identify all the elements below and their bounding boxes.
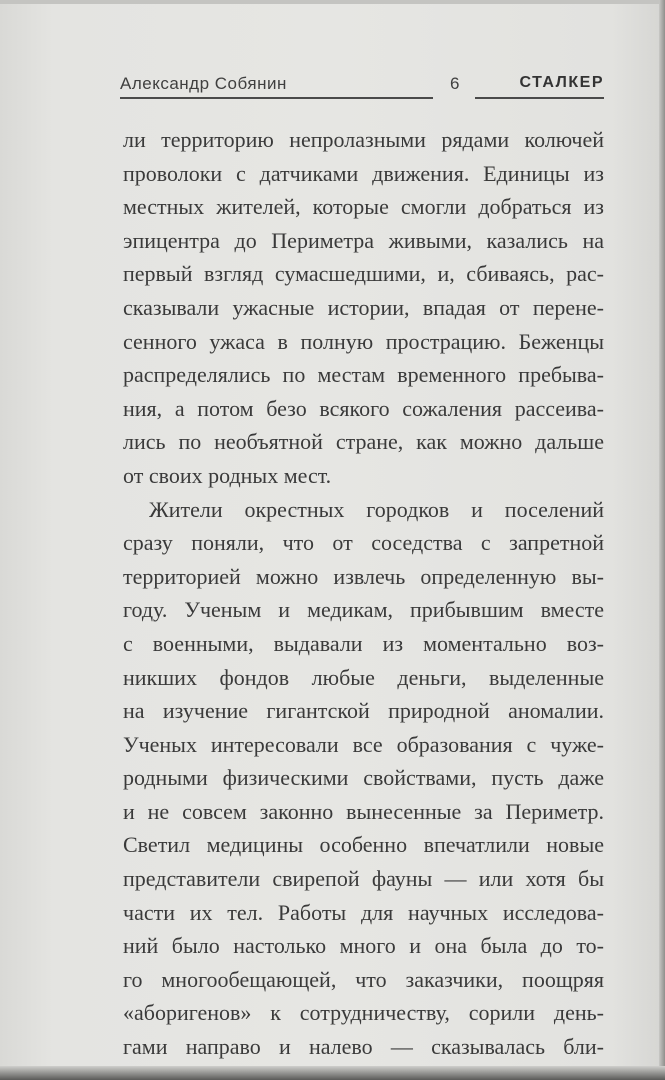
- page-bottom-edge: [0, 1066, 665, 1080]
- text-line: части их тел. Работы для научных исследова-: [123, 899, 604, 925]
- running-header: [120, 74, 604, 100]
- text-line: с военными, выдавали из моментально воз-: [123, 630, 604, 656]
- text-line: территорией можно извлечь определенную вы-: [123, 563, 604, 589]
- text-line: первый взгляд сумасшедшими, и, сбиваясь, рас-: [123, 261, 604, 287]
- text-line: распределялись по местам временного пребыва-: [123, 362, 604, 388]
- text-line: никших фондов любые деньги, выделенные: [123, 664, 604, 690]
- page-top-edge: [0, 0, 665, 4]
- page-right-edge: [659, 0, 665, 1080]
- header-series-title: СТАЛКЕР: [519, 74, 604, 91]
- text-line: го многообещающей, что заказчики, поощряя: [123, 966, 604, 992]
- text-line: Ученых интересовали все образования с чуже-: [123, 731, 604, 757]
- text-line: и не совсем законно вынесенные за Периметр.: [123, 798, 604, 824]
- text-line: сказывали ужасные истории, впадая от перене-: [123, 294, 604, 320]
- header-rule-left: [120, 97, 433, 99]
- body-text: [123, 123, 604, 1064]
- text-line: родными физическими свойствами, пусть даже: [123, 765, 604, 791]
- text-line: эпицентра до Периметра живыми, казались на: [123, 227, 604, 253]
- text-line: гами направо и налево — сказывалась бли-: [123, 1034, 604, 1060]
- text-line: ли территорию непролазными рядами колючей: [123, 127, 604, 152]
- text-line: проволоки с датчиками движения. Единицы из: [123, 160, 604, 186]
- header-rule-right: [475, 97, 604, 99]
- text-line: «аборигенов» к сотрудничеству, сорили день-: [123, 1000, 604, 1026]
- text-line: от своих родных мест.: [123, 462, 332, 488]
- text-line: местных жителей, которые смогли добраться из: [123, 194, 604, 220]
- text-line: на изучение гигантской природной аномалии.: [123, 698, 604, 724]
- text-line: сразу поняли, что от соседства с запретной: [123, 530, 604, 556]
- header-author: Александр Собянин: [120, 74, 287, 93]
- page-number: 6: [450, 74, 460, 93]
- text-line: году. Ученым и медикам, прибывшим вместе: [123, 597, 604, 623]
- text-line: лись по необъятной стране, как можно дальше: [123, 429, 604, 455]
- text-line: сенного ужаса в полную прострацию. Беженцы: [123, 328, 604, 354]
- text-line: представители свирепой фауны — или хотя бы: [123, 866, 604, 892]
- text-line: Светил медицины особенно впечатлили новые: [123, 832, 604, 858]
- text-line: ния, а потом безо всякого сожаления рассеива-: [123, 395, 604, 421]
- text-line: Жители окрестных городков и поселений: [149, 496, 604, 522]
- text-line: ний было настолько много и она была до то-: [123, 933, 604, 959]
